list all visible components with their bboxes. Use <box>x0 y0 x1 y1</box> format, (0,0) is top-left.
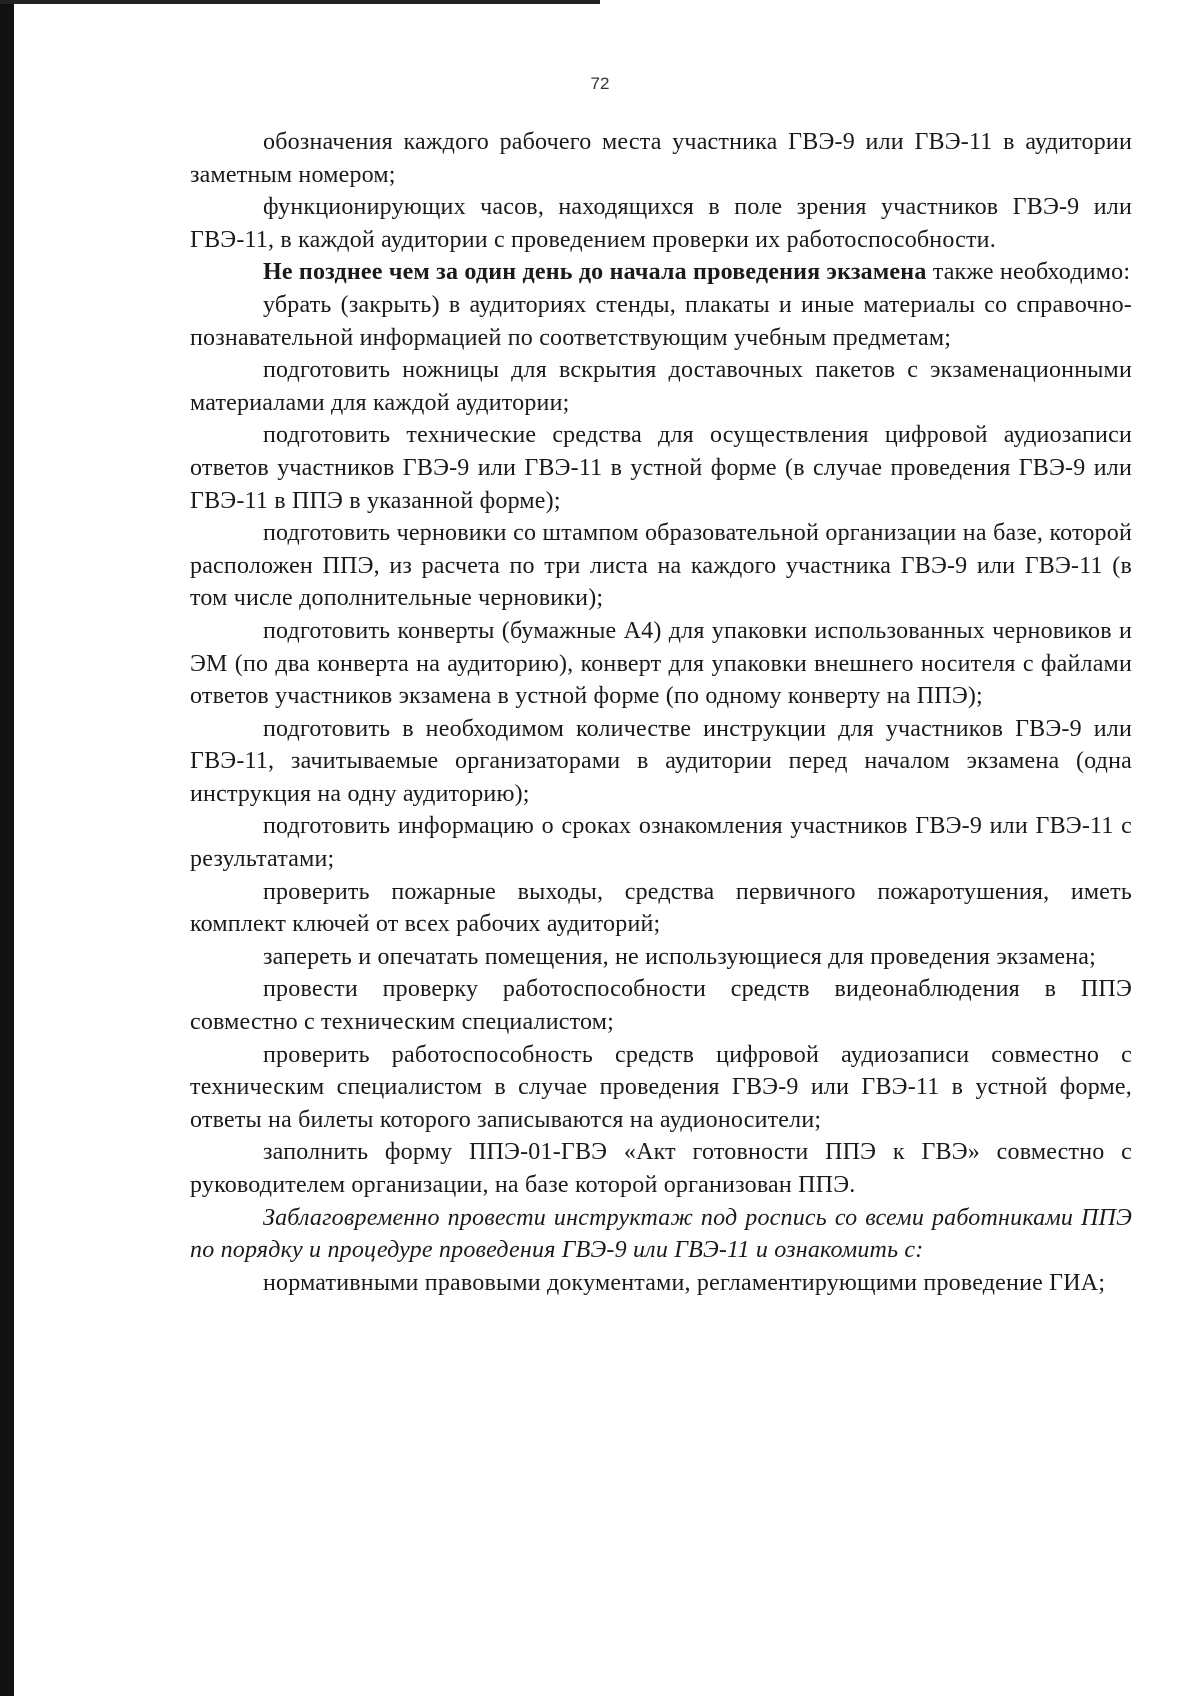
paragraph-text: проверить работоспособность средств цифровой аудиозаписи совместно с техническим специалистом в случае проведения ГВЭ-9 или ГВЭ-11 в устной форме, ответы на билеты которого записываются на аудионосители; <box>190 1041 1132 1133</box>
paragraph-text: убрать (закрыть) в аудиториях стенды, плакаты и иные материалы со справочно-познавательной информацией по соответствующим учебным предметам; <box>190 291 1132 351</box>
paragraph-bold-lead: Не позднее чем за один день до начала проведения экзамена <box>263 259 927 286</box>
paragraph-6 <box>190 419 1132 517</box>
paragraph-8 <box>190 615 1132 713</box>
paragraph-text: нормативными правовыми документами, регламентирующими проведение ГИА; <box>263 1269 1106 1296</box>
paragraph-11 <box>190 876 1132 941</box>
paragraph-4 <box>190 289 1132 354</box>
paragraph-14 <box>190 1039 1132 1137</box>
paragraph-text: подготовить черновики со штампом образовательной организации на базе, которой расположен ППЭ, из расчета по три листа на каждого участника ГВЭ-9 или ГВЭ-11 (в том числе дополнительные черновики); <box>190 520 1132 612</box>
scan-border-top <box>0 0 600 4</box>
paragraph-7 <box>190 517 1132 615</box>
paragraph-text: также необходимо: <box>926 259 1131 286</box>
paragraph-text: подготовить ножницы для вскрытия доставочных пакетов с экзаменационными материалами для каждой аудитории; <box>190 357 1132 416</box>
page-number: 72 <box>590 74 610 93</box>
paragraph-text: подготовить конверты (бумажные А4) для упаковки использованных черновиков и ЭМ (по два конверта на аудиторию), конверт для упаковки внешнего носителя с файлами ответов участников экзамена в устной форме (по одному конверту на ППЭ); <box>190 617 1132 710</box>
paragraph-5 <box>190 354 1132 419</box>
paragraph-2 <box>190 191 1132 256</box>
document-body <box>190 126 1132 1299</box>
paragraph-text: провести проверку работоспособности средств видеонаблюдения в ППЭ совместно с техническим специалистом; <box>190 976 1132 1036</box>
paragraph-text: запереть и опечатать помещения, не использующиеся для проведения экзамена; <box>263 943 1096 970</box>
paragraph-text: обозначения каждого рабочего места участника ГВЭ-9 или ГВЭ-11 в аудитории заметным номером; <box>190 129 1132 188</box>
paragraph-text: заполнить форму ППЭ-01-ГВЭ «Акт готовности ППЭ к ГВЭ» совместно с руководителем организации, на базе которой организован ППЭ. <box>190 1139 1132 1198</box>
paragraph-text: проверить пожарные выходы, средства первичного пожаротушения, иметь комплект ключей от всех рабочих аудиторий; <box>190 878 1132 938</box>
paragraph-text: функционирующих часов, находящихся в поле зрения участников ГВЭ-9 или ГВЭ-11, в каждой аудитории с проведением проверки их работоспособности. <box>190 194 1132 253</box>
paragraph-text: подготовить технические средства для осуществления цифровой аудиозаписи ответов участников ГВЭ-9 или ГВЭ-11 в устной форме (в случае проведения ГВЭ-9 или ГВЭ-11 в ППЭ в указанной форме); <box>190 422 1132 514</box>
scan-border-left <box>0 0 14 1696</box>
paragraph-text: подготовить информацию о сроках ознакомления участников ГВЭ-9 или ГВЭ-11 с результатами; <box>190 813 1132 873</box>
paragraph-13 <box>190 973 1132 1038</box>
paragraph-16 <box>190 1202 1132 1267</box>
paragraph-3 <box>190 256 1132 289</box>
paragraph-italic: Заблаговременно провести инструктаж под роспись со всеми работниками ППЭ по порядку и процедуре проведения ГВЭ-9 или ГВЭ-11 и ознакомить с: <box>190 1204 1132 1264</box>
paragraph-17 <box>190 1267 1132 1300</box>
paragraph-15 <box>190 1136 1132 1201</box>
paragraph-text: подготовить в необходимом количестве инструкции для участников ГВЭ-9 или ГВЭ-11, зачитываемые организаторами в аудитории перед началом экзамена (одна инструкция на одну аудиторию); <box>190 715 1132 807</box>
paragraph-9 <box>190 713 1132 811</box>
paragraph-12 <box>190 941 1132 974</box>
paragraph-1 <box>190 126 1132 191</box>
paragraph-10 <box>190 810 1132 875</box>
